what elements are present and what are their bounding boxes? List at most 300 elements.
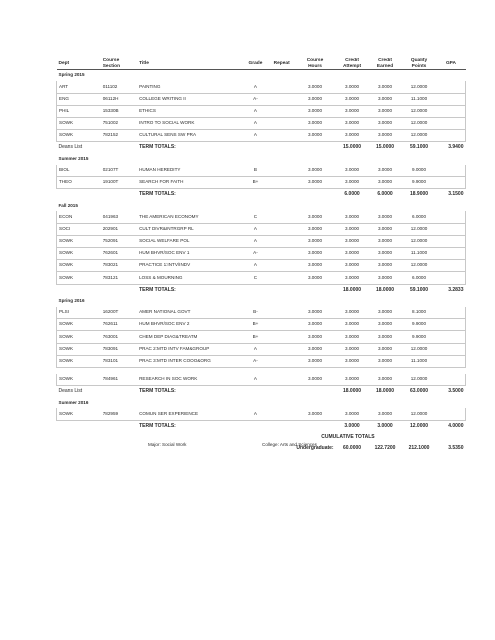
course-repeat xyxy=(269,374,294,386)
transcript-header xyxy=(57,58,466,70)
course-credit-attempt: 3.0000 xyxy=(336,355,369,367)
course-section: 011102 xyxy=(101,81,137,93)
term-quality-points: 59.1000 xyxy=(409,144,429,151)
course-repeat xyxy=(269,93,294,105)
term-totals-label: TERM TOTALS: xyxy=(139,286,176,293)
empty-cell xyxy=(269,386,294,398)
course-quality-points: 12.0000 xyxy=(402,260,437,272)
course-hours: 3.0000 xyxy=(294,235,335,247)
empty-cell xyxy=(294,189,335,201)
term-credit-attempt: 18.0000 xyxy=(342,286,362,293)
course-credit-earned: 3.0000 xyxy=(368,319,401,331)
course-credit-attempt: 3.0000 xyxy=(336,165,369,177)
term-totals-label: TERM TOTALS: xyxy=(139,144,176,151)
term-heading-row xyxy=(57,154,466,165)
course-repeat xyxy=(269,408,294,420)
course-gpa xyxy=(436,105,465,117)
course-hours: 3.0000 xyxy=(294,93,335,105)
course-credit-earned: 3.0000 xyxy=(368,235,401,247)
empty-cell xyxy=(101,420,137,432)
course-row xyxy=(57,343,466,355)
course-section: 783021 xyxy=(101,260,137,272)
course-credit-earned: 3.0000 xyxy=(368,374,401,386)
course-hours: 3.0000 xyxy=(294,130,335,142)
course-quality-points: 6.0000 xyxy=(402,211,437,223)
course-grade: C xyxy=(242,211,269,223)
course-grade: A xyxy=(242,408,269,420)
course-hours: 3.0000 xyxy=(294,105,335,117)
term-totals-label: TERM TOTALS: xyxy=(139,422,176,429)
course-row xyxy=(57,165,466,177)
empty-cell xyxy=(269,142,294,154)
empty-cell xyxy=(269,189,294,201)
empty-cell xyxy=(269,200,294,211)
term-credit-earned: 15.0000 xyxy=(375,144,395,151)
empty-cell xyxy=(436,70,465,82)
course-row xyxy=(57,307,466,319)
course-repeat xyxy=(269,117,294,129)
course-quality-points: 12.0000 xyxy=(402,130,437,142)
course-row xyxy=(57,117,466,129)
course-title: SOCIAL WELFARE POL xyxy=(137,235,242,247)
empty-cell xyxy=(294,284,335,296)
course-grade: B- xyxy=(242,307,269,319)
course-repeat xyxy=(269,81,294,93)
course-grade: A xyxy=(242,223,269,235)
transcript-table xyxy=(56,58,466,454)
course-title: COMUN SER EXPERIENCE xyxy=(137,408,242,420)
course-dept: PLSI xyxy=(57,307,101,319)
empty-cell xyxy=(294,200,335,211)
empty-cell xyxy=(436,154,465,165)
empty-cell xyxy=(436,432,465,443)
empty-cell xyxy=(294,296,335,307)
course-dept: SOWK xyxy=(57,260,101,272)
course-quality-points: 9.0000 xyxy=(402,165,437,177)
empty-cell xyxy=(101,386,137,398)
course-repeat xyxy=(269,248,294,260)
course-title: PRACTICE 1:INTV/INDV xyxy=(137,260,242,272)
course-quality-points: 12.0000 xyxy=(402,223,437,235)
term-credit-attempt: 6.0000 xyxy=(344,191,360,198)
course-credit-attempt: 3.0000 xyxy=(336,272,369,284)
course-grade: A xyxy=(242,81,269,93)
course-title: PAINTING xyxy=(137,81,242,93)
course-gpa xyxy=(436,211,465,223)
term-credit-earned: 6.0000 xyxy=(377,191,393,198)
course-credit-attempt: 3.0000 xyxy=(336,408,369,420)
course-grade: A xyxy=(242,105,269,117)
empty-cell xyxy=(436,296,465,307)
course-row xyxy=(57,130,466,142)
course-credit-attempt: 3.0000 xyxy=(336,81,369,93)
term-quality-points: 59.1000 xyxy=(409,286,429,293)
course-credit-earned: 3.0000 xyxy=(368,355,401,367)
empty-cell xyxy=(57,443,101,454)
term-name: Summer 2015 xyxy=(58,155,89,161)
term-name: Spring 2016 xyxy=(58,298,85,304)
course-credit-earned: 3.0000 xyxy=(368,165,401,177)
course-grade: A- xyxy=(242,248,269,260)
course-gpa xyxy=(436,117,465,129)
header-title: Title xyxy=(137,58,242,70)
course-section: 751002 xyxy=(101,117,137,129)
course-grade: C xyxy=(242,272,269,284)
course-row xyxy=(57,211,466,223)
empty-cell xyxy=(336,70,369,82)
empty-cell xyxy=(368,296,401,307)
empty-cell xyxy=(101,189,137,201)
course-section: 752091 xyxy=(101,235,137,247)
course-dept: SOWK xyxy=(57,331,101,343)
course-section: 762601 xyxy=(101,248,137,260)
course-grade: B+ xyxy=(242,319,269,331)
course-dept: ECON xyxy=(57,211,101,223)
course-quality-points: 12.0000 xyxy=(402,235,437,247)
course-dept: SOWK xyxy=(57,355,101,367)
course-dept: ENG xyxy=(57,93,101,105)
empty-cell xyxy=(242,386,269,398)
term-heading-row xyxy=(57,296,466,307)
course-grade: A xyxy=(242,235,269,247)
course-credit-earned: 3.0000 xyxy=(368,176,401,188)
course-credit-earned: 3.0000 xyxy=(368,272,401,284)
course-dept: SOWK xyxy=(57,130,101,142)
empty-cell xyxy=(269,420,294,432)
term-quality-points: 18.9000 xyxy=(409,191,429,198)
course-section: 784961 xyxy=(101,374,137,386)
course-row xyxy=(57,408,466,420)
course-credit-earned: 3.0000 xyxy=(368,93,401,105)
course-section: 02107T xyxy=(101,165,137,177)
empty-cell xyxy=(269,70,294,82)
course-dept: SOWK xyxy=(57,272,101,284)
course-section: 782959 xyxy=(101,408,137,420)
course-repeat xyxy=(269,343,294,355)
course-title: LOSS & MOURNING xyxy=(137,272,242,284)
course-credit-attempt: 3.0000 xyxy=(336,319,369,331)
course-credit-attempt: 3.0000 xyxy=(336,343,369,355)
course-grade: B+ xyxy=(242,176,269,188)
course-gpa xyxy=(436,223,465,235)
course-credit-attempt: 3.0000 xyxy=(336,105,369,117)
course-section: 202901 xyxy=(101,223,137,235)
course-quality-points: 12.0000 xyxy=(402,343,437,355)
cumulative-values-row xyxy=(57,443,466,454)
course-grade: A- xyxy=(242,93,269,105)
course-credit-earned: 3.0000 xyxy=(368,211,401,223)
course-quality-points: 12.0000 xyxy=(402,81,437,93)
empty-cell xyxy=(402,154,437,165)
empty-cell xyxy=(294,386,335,398)
course-row xyxy=(57,374,466,386)
empty-cell xyxy=(294,420,335,432)
empty-cell xyxy=(368,70,401,82)
course-hours: 3.0000 xyxy=(294,211,335,223)
empty-cell xyxy=(368,200,401,211)
cumulative-credit-earned: 122.7200 xyxy=(374,445,396,452)
course-credit-earned: 3.0000 xyxy=(368,105,401,117)
course-credit-earned: 3.0000 xyxy=(368,307,401,319)
course-grade: A xyxy=(242,343,269,355)
course-title: COLLEGE WRITING II xyxy=(137,93,242,105)
header-repeat: Repeat xyxy=(269,58,294,70)
course-row xyxy=(57,93,466,105)
course-credit-earned: 3.0000 xyxy=(368,223,401,235)
course-section: 783101 xyxy=(101,355,137,367)
term-totals-row xyxy=(57,420,466,432)
empty-cell xyxy=(101,432,137,443)
empty-cell xyxy=(294,154,335,165)
college-label: College: Arts and Sciences xyxy=(262,442,317,447)
course-gpa xyxy=(436,331,465,343)
course-repeat xyxy=(269,165,294,177)
header-grade: Grade xyxy=(242,58,269,70)
course-title: INTRO TO SOCIAL WORK xyxy=(137,117,242,129)
course-hours: 3.0000 xyxy=(294,248,335,260)
term-totals-row xyxy=(57,284,466,296)
course-section: 763001 xyxy=(101,331,137,343)
term-gpa: 3.5000 xyxy=(448,388,464,395)
course-credit-earned: 3.0000 xyxy=(368,248,401,260)
course-credit-attempt: 3.0000 xyxy=(336,374,369,386)
course-grade: A- xyxy=(242,355,269,367)
course-hours: 3.0000 xyxy=(294,331,335,343)
empty-cell xyxy=(101,284,137,296)
course-credit-attempt: 3.0000 xyxy=(336,117,369,129)
course-repeat xyxy=(269,331,294,343)
term-credit-attempt: 3.0000 xyxy=(344,422,360,429)
course-gpa xyxy=(436,355,465,367)
term-credit-attempt: 15.0000 xyxy=(342,144,362,151)
cumulative-quality-points: 212.1000 xyxy=(408,445,430,452)
course-grade: B xyxy=(242,165,269,177)
course-title: RESEARCH IN SOC WORK xyxy=(137,374,242,386)
course-row xyxy=(57,248,466,260)
course-credit-earned: 3.0000 xyxy=(368,408,401,420)
empty-cell xyxy=(436,200,465,211)
empty-cell xyxy=(402,296,437,307)
term-note xyxy=(57,420,101,432)
course-gpa xyxy=(436,319,465,331)
course-quality-points: 8.1000 xyxy=(402,307,437,319)
course-hours: 3.0000 xyxy=(294,408,335,420)
header-gpa: GPA xyxy=(436,58,465,70)
term-credit-earned: 3.0000 xyxy=(377,422,393,429)
term-heading-row xyxy=(57,200,466,211)
course-row xyxy=(57,176,466,188)
course-gpa xyxy=(436,130,465,142)
empty-cell xyxy=(294,142,335,154)
header-dept: Dept xyxy=(57,58,101,70)
course-section: 762611 xyxy=(101,319,137,331)
course-quality-points: 11.1000 xyxy=(402,248,437,260)
course-repeat xyxy=(269,319,294,331)
course-dept: SOWK xyxy=(57,248,101,260)
course-credit-earned: 3.0000 xyxy=(368,81,401,93)
course-dept: SOWK xyxy=(57,374,101,386)
course-grade: B+ xyxy=(242,331,269,343)
term-gpa: 4.0000 xyxy=(448,422,464,429)
course-repeat xyxy=(269,355,294,367)
header-course-hours: Course Hours xyxy=(294,58,335,70)
term-totals-row xyxy=(57,189,466,201)
course-repeat xyxy=(269,260,294,272)
course-title: THE AMERICAN ECONOMY xyxy=(137,211,242,223)
course-gpa xyxy=(436,248,465,260)
empty-cell xyxy=(242,200,269,211)
term-name: Summer 2016 xyxy=(58,399,89,405)
course-gpa xyxy=(436,165,465,177)
course-row xyxy=(57,331,466,343)
cumulative-heading-row xyxy=(57,432,466,443)
empty-cell xyxy=(368,397,401,408)
empty-cell xyxy=(242,284,269,296)
course-title: ETHICS xyxy=(137,105,242,117)
course-credit-attempt: 3.0000 xyxy=(336,248,369,260)
course-hours: 3.0000 xyxy=(294,272,335,284)
empty-cell xyxy=(242,189,269,201)
major-label: Major: Social Work xyxy=(148,442,187,447)
course-title: SEARCH FOR FAITH xyxy=(137,176,242,188)
course-hours: 3.0000 xyxy=(294,260,335,272)
course-credit-attempt: 3.0000 xyxy=(336,93,369,105)
course-section: 041963 xyxy=(101,211,137,223)
course-repeat xyxy=(269,105,294,117)
course-row xyxy=(57,272,466,284)
course-title: HUM BHVR/SOC ENV 1 xyxy=(137,248,242,260)
term-totals-label: TERM TOTALS: xyxy=(139,191,176,198)
course-gpa xyxy=(436,307,465,319)
course-dept: SOWK xyxy=(57,343,101,355)
empty-cell xyxy=(269,284,294,296)
term-gpa: 3.9400 xyxy=(448,144,464,151)
course-quality-points: 11.1000 xyxy=(402,93,437,105)
course-gpa xyxy=(436,93,465,105)
course-gpa xyxy=(436,235,465,247)
course-grade: A xyxy=(242,374,269,386)
empty-cell xyxy=(242,296,269,307)
course-title: AMER NATIONAL GOVT xyxy=(137,307,242,319)
term-credit-attempt: 18.0000 xyxy=(342,388,362,395)
course-quality-points: 12.0000 xyxy=(402,105,437,117)
course-credit-earned: 3.0000 xyxy=(368,331,401,343)
course-dept: SOWK xyxy=(57,235,101,247)
course-credit-attempt: 3.0000 xyxy=(336,260,369,272)
empty-cell xyxy=(336,200,369,211)
course-quality-points: 9.9000 xyxy=(402,331,437,343)
empty-cell xyxy=(402,70,437,82)
course-row xyxy=(57,235,466,247)
course-row xyxy=(57,81,466,93)
header-credit-attempt: Credit Attempt xyxy=(336,58,369,70)
course-quality-points: 6.0000 xyxy=(402,272,437,284)
term-totals-label: TERM TOTALS: xyxy=(139,388,176,395)
course-credit-attempt: 3.0000 xyxy=(336,307,369,319)
course-row xyxy=(57,223,466,235)
course-repeat xyxy=(269,307,294,319)
term-note xyxy=(57,284,101,296)
course-row xyxy=(57,355,466,367)
course-dept: PHIL xyxy=(57,105,101,117)
term-note xyxy=(57,189,101,201)
course-row xyxy=(57,105,466,117)
empty-cell xyxy=(242,420,269,432)
course-credit-earned: 3.0000 xyxy=(368,117,401,129)
course-title: CULT DIVR&INTRGRP RL xyxy=(137,223,242,235)
term-quality-points: 12.0000 xyxy=(409,422,429,429)
course-gpa xyxy=(436,81,465,93)
empty-cell xyxy=(368,154,401,165)
term-name: Fall 2015 xyxy=(58,202,78,208)
course-credit-attempt: 3.0000 xyxy=(336,223,369,235)
course-dept: BIOL xyxy=(57,165,101,177)
course-section: 19100T xyxy=(101,176,137,188)
course-section: 06112H xyxy=(101,93,137,105)
course-credit-attempt: 3.0000 xyxy=(336,176,369,188)
term-name: Spring 2015 xyxy=(58,72,85,78)
course-gpa xyxy=(436,408,465,420)
course-repeat xyxy=(269,272,294,284)
course-title: CHEM DEP DIAG&TREATM xyxy=(137,331,242,343)
term-note: Deans List xyxy=(58,144,83,151)
header-credit-earned: Credit Earned xyxy=(368,58,401,70)
course-gpa xyxy=(436,272,465,284)
term-gpa: 3.2833 xyxy=(448,286,464,293)
course-grade: A xyxy=(242,117,269,129)
course-quality-points: 12.0000 xyxy=(402,117,437,129)
empty-cell xyxy=(242,142,269,154)
empty-cell xyxy=(242,397,269,408)
cumulative-undergraduate-label: Undergraduate: xyxy=(296,445,334,452)
cumulative-totals-label: CUMULATIVE TOTALS xyxy=(321,433,375,440)
course-section: 16200T xyxy=(101,307,137,319)
course-repeat xyxy=(269,130,294,142)
course-hours: 3.0000 xyxy=(294,176,335,188)
course-section: 783091 xyxy=(101,343,137,355)
course-hours: 3.0000 xyxy=(294,319,335,331)
cumulative-credit-attempt: 60.0000 xyxy=(342,445,362,452)
course-quality-points: 12.0000 xyxy=(402,374,437,386)
empty-cell xyxy=(269,154,294,165)
course-credit-earned: 3.0000 xyxy=(368,130,401,142)
course-credit-earned: 3.0000 xyxy=(368,260,401,272)
course-title: PRAC 2:MTD INTV FAM&GROUP xyxy=(137,343,242,355)
empty-cell xyxy=(294,70,335,82)
course-dept: THEO xyxy=(57,176,101,188)
course-gpa xyxy=(436,374,465,386)
course-row xyxy=(57,319,466,331)
term-totals-row xyxy=(57,142,466,154)
term-gpa: 3.1500 xyxy=(448,191,464,198)
course-quality-points: 12.0000 xyxy=(402,408,437,420)
empty-cell xyxy=(242,154,269,165)
term-credit-earned: 18.0000 xyxy=(375,388,395,395)
empty-cell xyxy=(336,154,369,165)
empty-cell xyxy=(294,397,335,408)
term-note: Deans List xyxy=(58,388,83,395)
course-repeat xyxy=(269,235,294,247)
course-repeat xyxy=(269,176,294,188)
empty-cell xyxy=(336,296,369,307)
transcript-body xyxy=(57,70,466,455)
course-title: HUM BHVR/SOC ENV 2 xyxy=(137,319,242,331)
course-gpa xyxy=(436,260,465,272)
empty-cell xyxy=(402,432,437,443)
course-hours: 3.0000 xyxy=(294,117,335,129)
course-dept: SOWK xyxy=(57,117,101,129)
course-hours: 3.0000 xyxy=(294,374,335,386)
